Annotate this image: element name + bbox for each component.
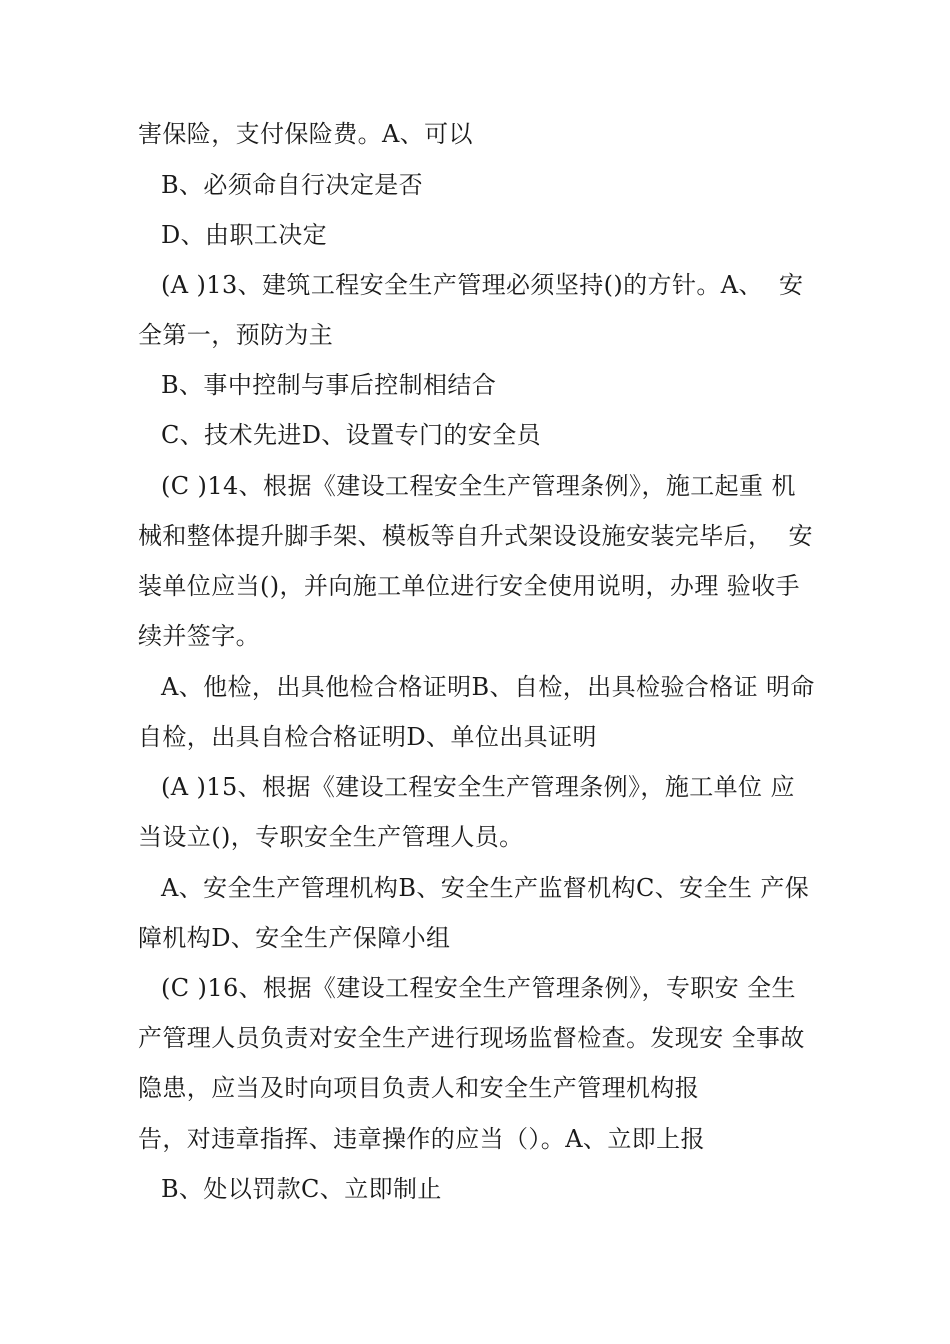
text-line: 续并签字。 [138,622,260,650]
text-line: B、必须命自行决定是否 [161,171,424,199]
text-line: 告，对违章指挥、违章操作的应当（）。A、立即上报 [138,1125,705,1153]
text-line: 当设立()，专职安全生产管理人员。 [138,823,524,851]
text-line: 产管理人员负责对安全生产进行现场监督检查。发现安 全事故 [138,1024,805,1052]
text-line: 障机构D、安全生产保障小组 [138,924,451,952]
option-line: A、安全生产管理机构B、安全生产监督机构C、安全生 产保 [161,874,810,902]
option-line: A、他检，出具他检合格证明B、自检，出具检验合格证 明命 [161,673,815,701]
text-line: D、由职工决定 [161,221,328,249]
option-line: B、处以罚款C、立即制止 [161,1175,442,1203]
text-line: 隐患，应当及时向项目负责人和安全生产管理机构报 [138,1074,700,1102]
text-line: 械和整体提升脚手架、模板等自升式架设设施安装完毕后， 安 [138,522,813,550]
question-15: (A )15、根据《建设工程安全生产管理条例》，施工单位 应 [161,773,795,801]
question-14: (C )14、根据《建设工程安全生产管理条例》，施工起重 机 [161,472,796,500]
question-16: (C )16、根据《建设工程安全生产管理条例》，专职安 全生 [161,974,796,1002]
text-line: 害保险，支付保险费。A、可以 [138,120,473,148]
option-line: B、事中控制与事后控制相结合 [161,371,497,399]
text-line: 自检，出具自检合格证明D、单位出具证明 [138,723,597,751]
text-line: 装单位应当()，并向施工单位进行安全使用说明，办理 验收手 [138,572,800,600]
question-13: (A )13、建筑工程安全生产管理必须坚持()的方针。A、 安 [161,271,804,299]
option-line: C、技术先进D、设置专门的安全员 [161,421,542,449]
text-line: 全第一，预防为主 [138,321,334,349]
